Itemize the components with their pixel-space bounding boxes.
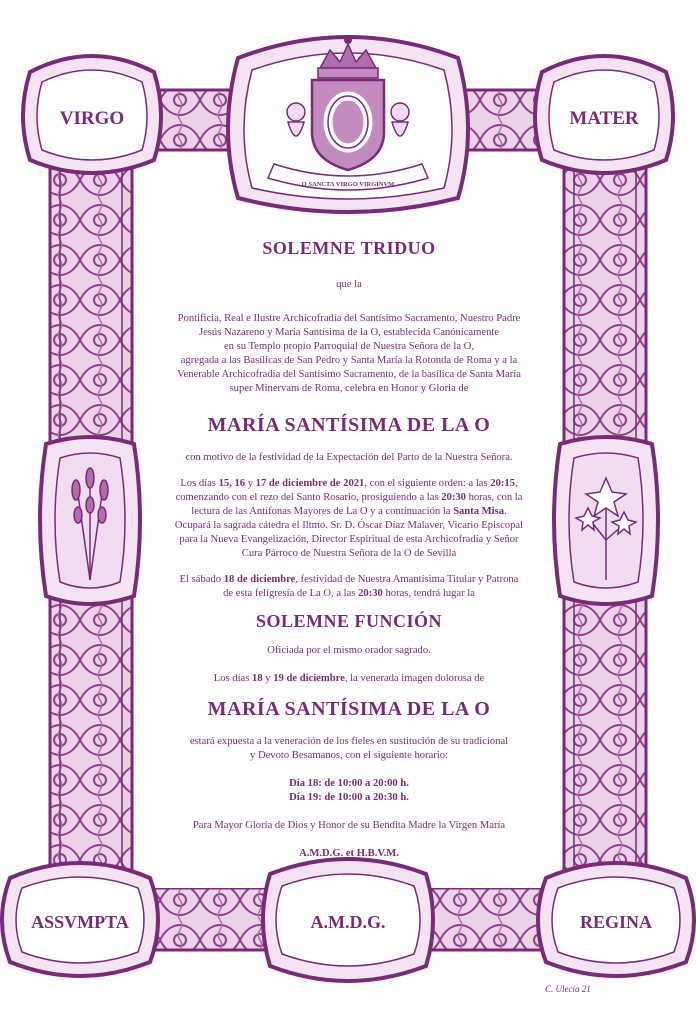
cartouche-amdg: A.M.D.G. <box>310 912 386 932</box>
lavender-medallion <box>40 437 140 604</box>
funcion-paragraph: El sábado 18 de diciembre, festividad de Nuestra Amantísima Titular y Patrona de esta feligresía de La O, a las 20:30 horas, tendrá lugar la <box>179 574 519 599</box>
cartouche-mater: MATER <box>569 108 639 129</box>
intro-line: en su Templo propio Parroquial de Nuestra Señora de la O, <box>223 341 474 352</box>
que-la: que la <box>336 279 362 290</box>
oficiada-line: Oficiada por el mismo orador sagrado. <box>267 645 431 656</box>
intro-paragraph <box>140 312 558 396</box>
intro-line: Jesús Nazareno y María Santísima de la O, establecida Canónicamente <box>198 327 500 338</box>
cartouche-assvmpta: ASSVMPTA <box>31 912 129 932</box>
document-body <box>140 232 558 861</box>
title-solemne-triduo: SOLEMNE TRIDUO <box>262 238 436 258</box>
intro-line: Pontificia, Real e Ilustre Archicofradía del Santísimo Sacramento, Nuestro Padre <box>177 313 521 324</box>
expuesta-paragraph: estará expuesta a la veneración de los fieles en sustitución de su tradicional y Devoto Besamanos, con el siguiente horario: <box>189 736 509 761</box>
intro-line: agregada a las Basílicas de San Pedro y Santa María la Rotonda de Roma y a la <box>180 355 518 366</box>
crest-motto: O SANCTA VIRGO VIRGINVM <box>301 181 395 188</box>
maria-santisima-title: MARÍA SANTÍSIMA DE LA O <box>207 414 491 436</box>
cartouche-virgo: VIRGO <box>59 108 125 129</box>
intro-line: super Minervam de Roma, celebra en Honor y Gloria de <box>229 383 469 394</box>
cartouche-regina: REGINA <box>579 912 653 932</box>
horario <box>140 777 558 805</box>
title-solemne-funcion: SOLEMNE FUNCIÓN <box>255 611 442 631</box>
triduo-schedule-paragraph: Los días 15, 16 y 17 de diciembre de 2021, con el siguiente orden: a las 20:15, comenzando con el rezo del Santo Rosario, prosiguiendo a las 20:30 horas, con la lectura de las Antífonas Mayores de La O y a continuación la Santa Misa. Ocupará la sagrada cátedra el Iltmo. Sr. D. Óscar Díaz Malaver, Vicario Episcopal para la Nueva Evangelización, Director Espiritual de esta Archicofradía y Señor Cura Párroco de Nuestra Señora de la O de Sevilla <box>174 478 524 559</box>
intro-line: Venerable Archicofradía del Santísimo Sacramento, de la basílica de Santa María <box>177 369 521 380</box>
horario-dia-18: Día 18: de 10:00 a 20:00 h. <box>289 778 409 789</box>
amdg-closing: A.M.D.G. et H.B.V.M. <box>299 848 399 859</box>
lily-medallion <box>554 437 658 604</box>
besamanos-dates-line: Los días 18 y 19 de diciembre, la venerada imagen dolorosa de <box>213 673 485 684</box>
maria-santisima-title-2: MARÍA SANTÍSIMA DE LA O <box>207 698 491 720</box>
artist-signature: C. Ulecia 21 <box>545 984 591 994</box>
motivo-line: con motivo de la festividad de la Expectación del Parto de la Nuestra Señora. <box>185 452 513 463</box>
horario-dia-19: Día 19: de 10:00 a 20:30 h. <box>289 792 409 803</box>
gloria-line: Para Mayor Gloria de Dios y Honor de su Bendita Madre la Virgen María <box>192 820 506 831</box>
